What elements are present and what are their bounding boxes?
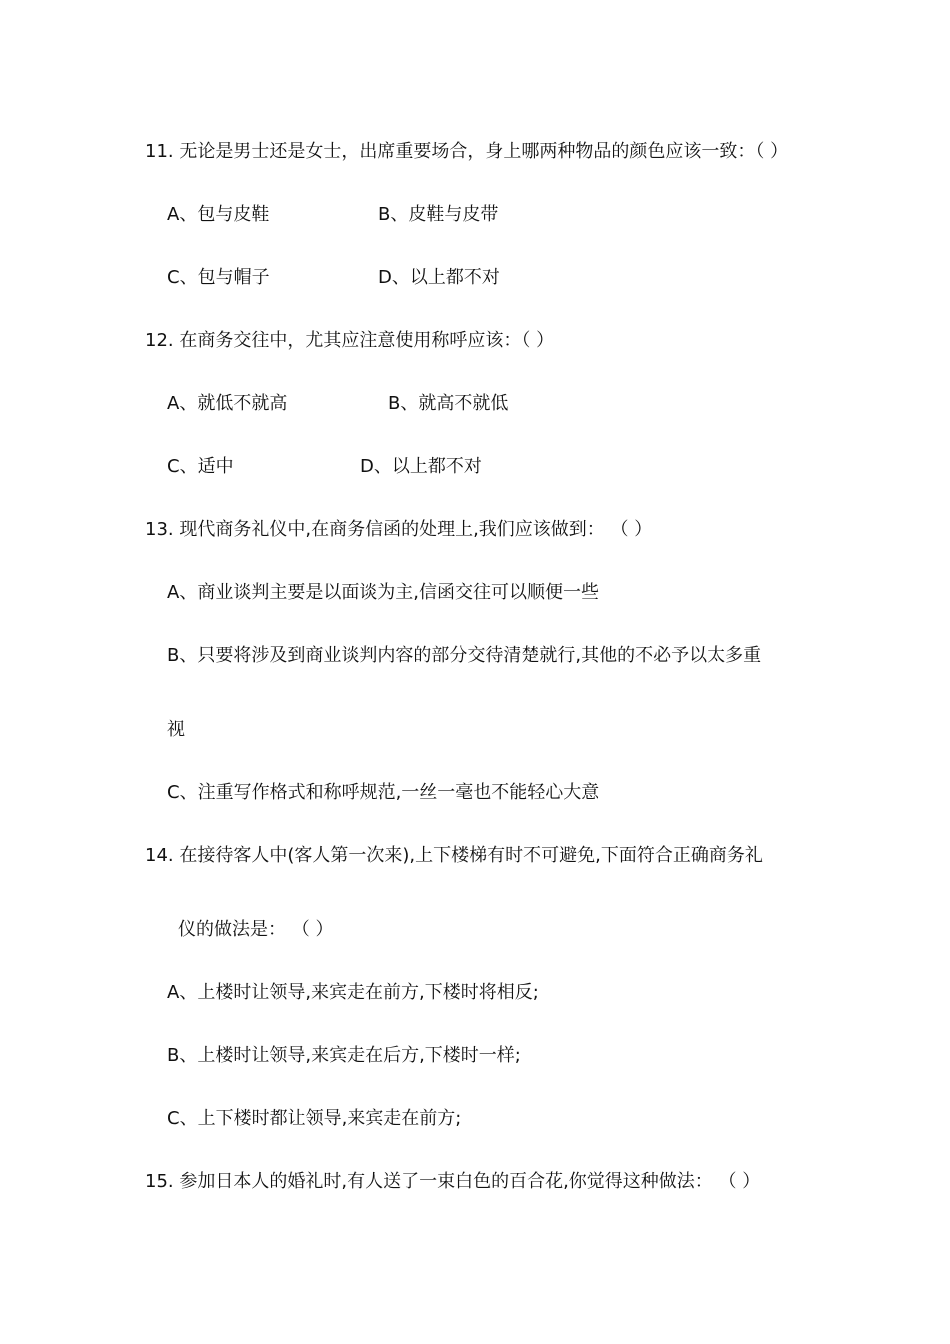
question-14-option-c: C、上下楼时都让领导,来宾走在前方;	[167, 1108, 462, 1129]
question-13-option-a: A、商业谈判主要是以面谈为主,信函交往可以顺便一些	[167, 582, 600, 603]
question-14-stem-line2: 仪的做法是： （ ）	[178, 919, 334, 940]
question-13-option-b-line1: B、只要将涉及到商业谈判内容的部分交待清楚就行,其他的不必予以太多重	[167, 645, 762, 666]
question-11-option-d: D、以上都不对	[378, 267, 500, 288]
question-12-option-d: D、以上都不对	[360, 456, 482, 477]
question-13-option-c: C、注重写作格式和称呼规范,一丝一毫也不能轻心大意	[167, 782, 600, 803]
question-11-option-c: C、包与帽子	[167, 267, 270, 288]
question-12-option-c: C、适中	[167, 456, 234, 477]
question-14-stem-line1: 14. 在接待客人中(客人第一次来),上下楼梯有时不可避免,下面符合正确商务礼	[145, 845, 763, 866]
question-11-option-b: B、皮鞋与皮带	[378, 204, 499, 225]
question-14-option-b: B、上楼时让领导,来宾走在后方,下楼时一样;	[167, 1045, 521, 1066]
question-11-stem: 11. 无论是男士还是女士，出席重要场合，身上哪两种物品的颜色应该一致：（ ）	[145, 141, 789, 162]
question-12-stem: 12. 在商务交往中，尤其应注意使用称呼应该：（ ）	[145, 330, 555, 351]
question-15-stem: 15. 参加日本人的婚礼时,有人送了一束白色的百合花,你觉得这种做法： （ ）	[145, 1171, 761, 1192]
question-11-option-a: A、包与皮鞋	[167, 204, 270, 225]
question-12-option-b: B、就高不就低	[388, 393, 509, 414]
question-13-stem: 13. 现代商务礼仪中,在商务信函的处理上,我们应该做到： （ ）	[145, 519, 653, 540]
question-14-option-a: A、上楼时让领导,来宾走在前方,下楼时将相反;	[167, 982, 539, 1003]
question-13-option-b-line2: 视	[167, 719, 185, 740]
question-12-option-a: A、就低不就高	[167, 393, 288, 414]
